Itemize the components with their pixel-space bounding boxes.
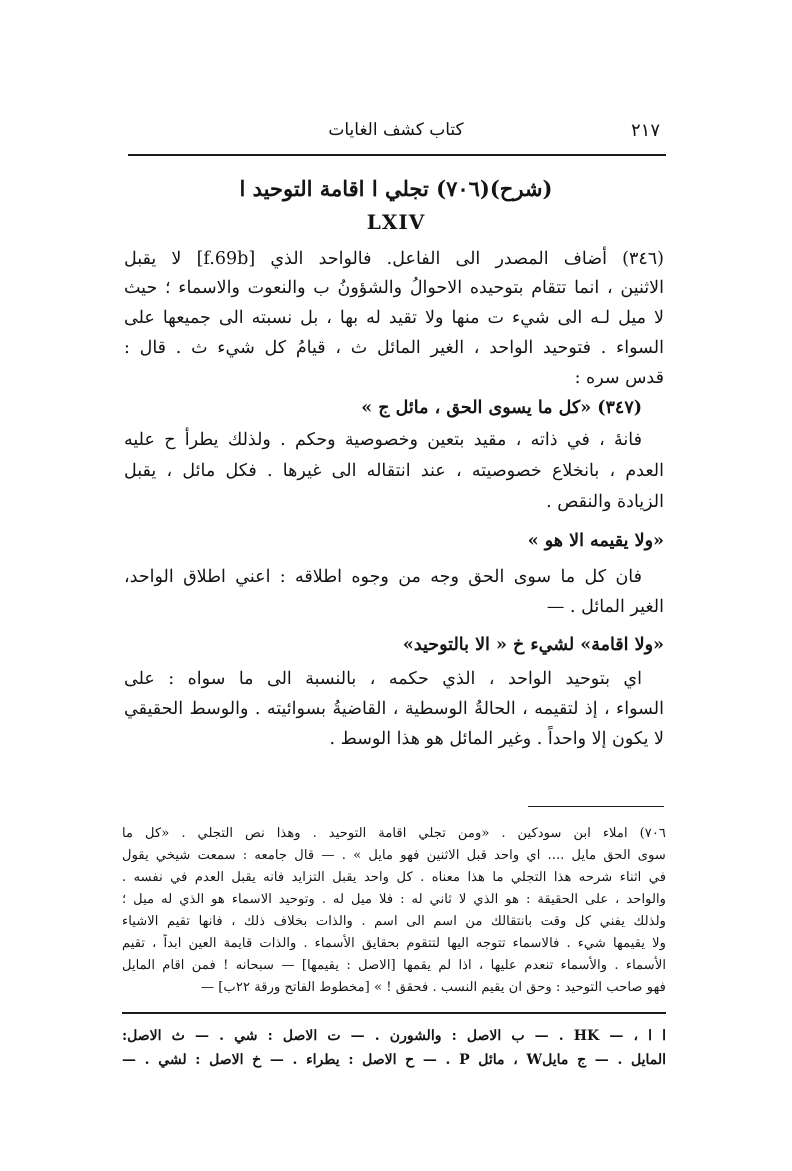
footnote-line: في اثناء شرحه هذا التجلي ما هذا معناه . كل واحد يقبل التزايد فانه يقبل العدم في نفسه .: [122, 870, 666, 885]
body-line: لا يكون إلا واحداً . وغير المائل هو هذا الوسط .: [329, 729, 664, 749]
apparatus-rule: [122, 1012, 666, 1014]
body-line: فان كل ما سوى الحق وجه من وجوه اطلاقه : اعني اطلاق الواحد،: [124, 567, 642, 587]
chapter-number: LXIV: [366, 210, 426, 234]
footnote-line: والواحد ، على الحقيقة : هو الذي لا ثاني له : فلا ميل له . وتوحيد الاسماء هو الذي له ميل ؛: [122, 892, 666, 907]
body-line: الاثنين ، انما تتقام بتوحيده الاحوالُ والشؤونُ ب والنعوت والاسماء ؛ حيث: [124, 278, 664, 298]
footnote-line: ولا يقيمها شيء . فالاسماء تتوجه اليها لتتقوم بحقايق الأسماء . والذات قايمة العين ابداً ، تقيم: [122, 936, 666, 951]
footnote-line: الأسماء . والأسماء تنعدم عليها ، اذا لم يقمها [الاصل : يقيمها] — سبحانه ! فمن اقام المايل: [122, 958, 666, 973]
body-line: فانهٔ ، في ذاته ، مقيد بتعين وخصوصية وحكم . ولذلك يطرأ ح عليه: [124, 430, 642, 450]
quoted-text-line: «ولا يقيمه الا هو »: [527, 531, 664, 551]
body-line: السواء ، إذ لتقيمه ، الحالةُ الوسطية ، القاضيةُ بسوائيته . والوسط الحقيقي: [124, 699, 664, 719]
page-number: ٢١٧: [630, 120, 660, 141]
footnote-line: ٧٠٦) املاء ابن سودكين . «ومن تجلي اقامة التوحيد . وهذا نص التجلي . «كل ما: [122, 826, 666, 841]
body-line: لا ميل لـه الى شيء ت منها ولا تقيد له بها ، بل نسبته الى جميعها على: [124, 308, 664, 328]
critical-apparatus-line: المايل . — ج مايلW ، مائل P . — ح الاصل : يطراء . — خ الاصل : لشي . —: [122, 1052, 666, 1068]
footnote-line: فهو صاحب التوحيد : وحق ان يقيم النسب . فحقق ! » [مخطوط الفاتح ورقة ٢٢ب] —: [200, 980, 666, 995]
body-line: (٣٤٦) أضاف المصدر الى الفاعل. فالواحد الذي [f.69b] لا يقبل: [124, 249, 664, 269]
footnote-line: ولذلك يفني كل وقت بانتقالك من اسم الى اسم . والذات بخلاف ذلك ، فانها تقيم الاشياء: [122, 914, 666, 929]
body-line: الغير المائل . —: [546, 597, 664, 617]
chapter-title: (شرح)(٧٠٦) تجلي ا اقامة التوحيد ا: [239, 176, 553, 201]
footnote-rule: [528, 806, 664, 807]
body-line: السواء . فتوحيد الواحد ، الغير المائل ث ، قيامُ كل شيء ث . قال :: [124, 338, 664, 358]
body-line: العدم ، بانخلاع خصوصيته ، عند انتقاله الى غيرها . فكل مائل ، يقبل: [124, 461, 664, 481]
footnote-line: سوى الحق مايل .... اي واحد قبل الاثنين فهو مايل » . — قال جامعه : سمعت شيخي يقول: [122, 848, 666, 863]
header-rule: [128, 154, 666, 156]
quoted-text-line: (٣٤٧) «كل ما يسوى الحق ، مائل ج »: [361, 398, 642, 418]
page-header: [128, 116, 664, 150]
critical-apparatus-line: ا ا ، — HK . — ب الاصل : والشورن . — ت الاصل : شي . — ث الاصل:: [122, 1028, 666, 1044]
body-line: اي بتوحيد الواحد ، الذي حكمه ، بالنسبة الى ما سواه : على: [124, 669, 642, 689]
running-title: كتاب كشف الغايات: [328, 120, 464, 140]
body-line: الزيادة والنقص .: [546, 492, 664, 512]
body-line: قدس سره :: [574, 368, 664, 388]
quoted-text-line: «ولا اقامة» لشيء خ « الا بالتوحيد»: [402, 635, 664, 655]
